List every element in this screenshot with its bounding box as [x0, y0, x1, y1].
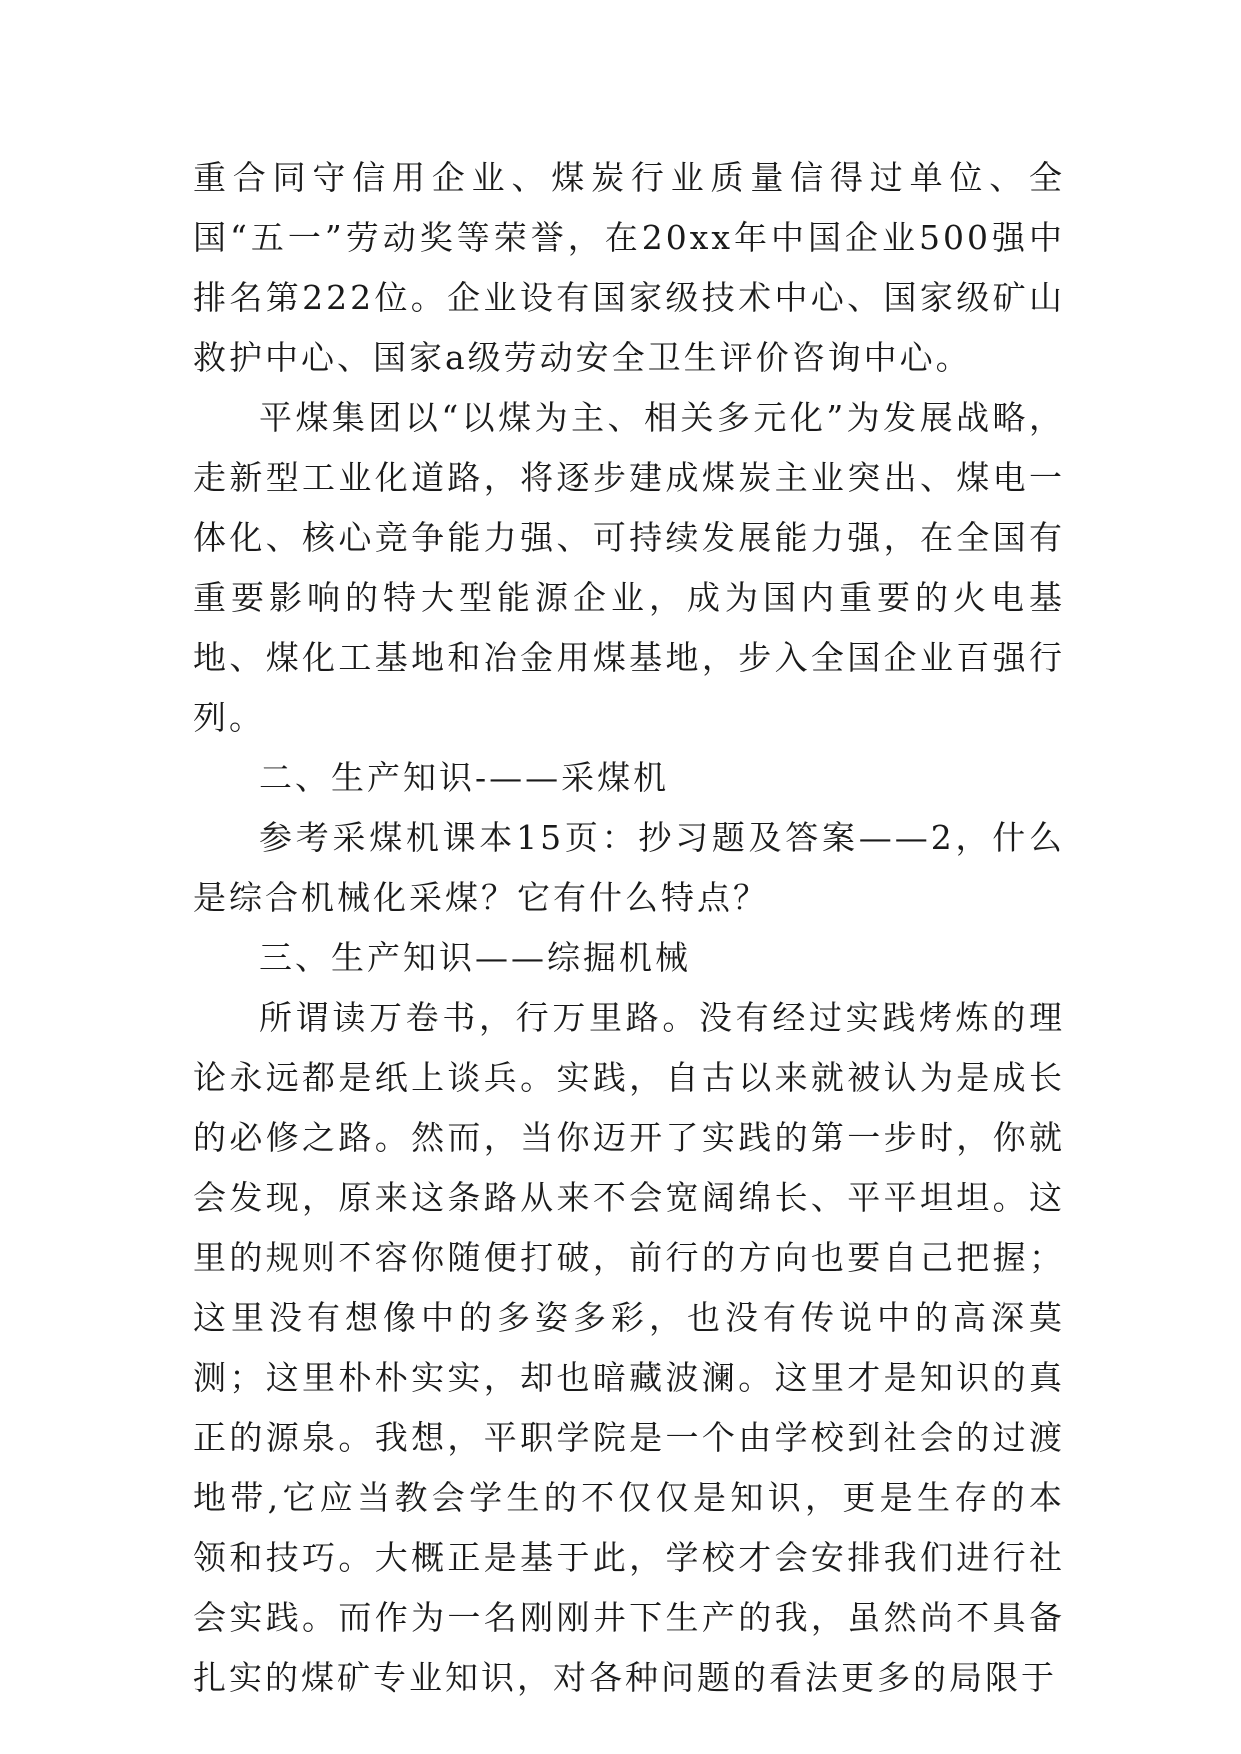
paragraph-practice: 所谓读万卷书，行万里路。没有经过实践烤炼的理论永远都是纸上谈兵。实践，自古以来就被认为是成长的必修之路。然而，当你迈开了实践的第一步时，你就会发现，原来这条路从来不会宽阔绵长、平平坦坦。这里的规则不容你随便打破，前行的方向也要自己把握；这里没有想像中的多姿多彩，也没有传说中的高深莫测；这里朴朴实实，却也暗藏波澜。这里才是知识的真正的源泉。我想，平职学院是一个由学校到社会的过渡地带,它应当教会学生的不仅仅是知识，更是生存的本领和技巧。大概正是基于此，学校才会安排我们进行社会实践。而作为一名刚刚井下生产的我，虽然尚不具备扎实的煤矿专业知识，对各种问题的看法更多的局限于 — [193, 998, 1065, 1697]
paragraph-strategy: 平煤集团以“以煤为主、相关多元化”为发展战略，走新型工业化道路，将逐步建成煤炭主业突出、煤电一体化、核心竞争能力强、可持续发展能力强，在全国有重要影响的特大型能源企业，成为国内重要的火电基地、煤化工基地和冶金用煤基地，步入全国企业百强行列。 — [193, 398, 1065, 737]
section-heading-roadheader: 三、生产知识——综掘机械 — [259, 938, 691, 977]
document-body — [193, 148, 1065, 1708]
paragraph-honors: 重合同守信用企业、煤炭行业质量信得过单位、全国“五一”劳动奖等荣誉，在20xx年中国企业500强中排名第222位。企业设有国家级技术中心、国家级矿山救护中心、国家a级劳动安全卫生评价咨询中心。 — [193, 158, 1065, 377]
paragraph-shearer-reference: 参考采煤机课本15页：抄习题及答案——2，什么是综合机械化采煤？它有什么特点？ — [193, 818, 1065, 917]
section-heading-shearer: 二、生产知识-——采煤机 — [259, 758, 670, 797]
